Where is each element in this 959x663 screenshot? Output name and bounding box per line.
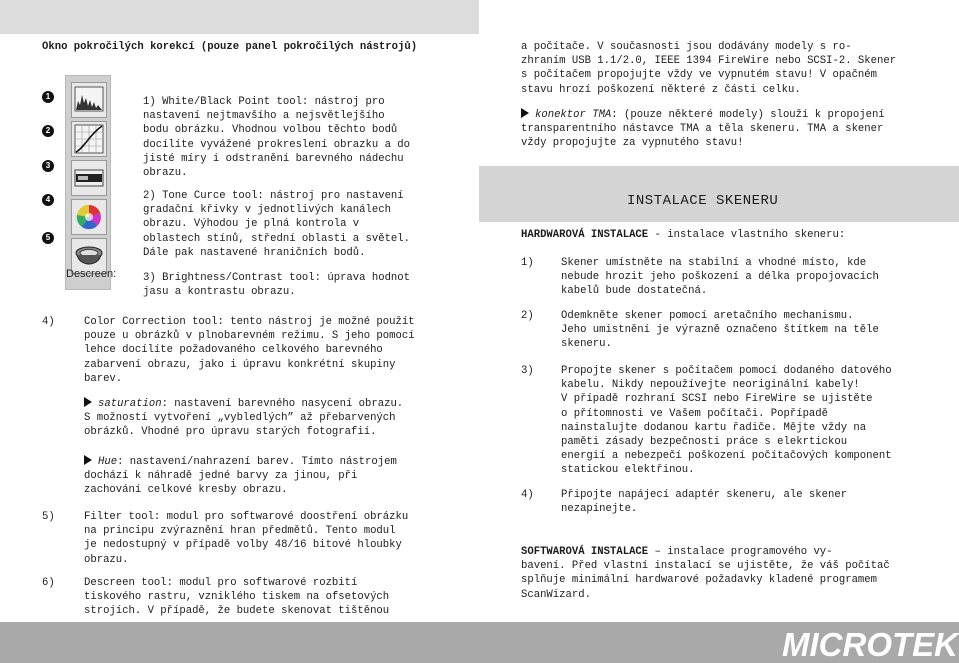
hue-term: Hue — [98, 456, 118, 468]
arrow-right-icon — [84, 455, 92, 465]
marker-3: 3 — [42, 160, 54, 172]
marker-4: 4 — [42, 194, 54, 206]
step-3-number: 3) — [521, 365, 534, 377]
histogram-icon[interactable] — [71, 82, 107, 118]
left-section-title: Okno pokročilých korekcí (pouze panel pokročilých nástrojů) — [42, 41, 418, 53]
tool-desc-2: 2) Tone Curce tool: nástroj pro nastavení gradační křivky v jednotlivých kanálech obrazu. Výhodou je plná kontrola v oblastech stínů, střední oblasti a světel. Dále pak nastavené hraničních bodů. — [143, 190, 411, 259]
step-1-number: 1) — [521, 257, 534, 269]
microtek-logo: MICROTEK — [782, 626, 958, 663]
step-4-text: Připojte napájecí adaptér skeneru, ale skener nezapínejte. — [561, 489, 848, 516]
step-3-text: Propojte skener s počítačem pomocí dodaného datového kabelu. Nikdy nepoužívejte neoriginální kabely! V případě rozhraní SCSI nebo FireWire se ujistěte o přítomnosti ve Vašem počítači. Popřípadě nainstalujte dodanou kartu řadiče. Mějte vždy na paměti zásady bezpečnosti práce s elekrtickou energií a nebezpečí poškození počítačových komponent statickou elektřinou. — [561, 365, 892, 477]
tma-text: : (pouze některé modely) slouží k propojení transparentního nástavce TMA a těla skeneru. TMA a skener vždy propojujte za vypnutého stavu! — [521, 109, 885, 150]
tma-paragraph — [521, 108, 885, 151]
install-section-title: INSTALACE SKENERU — [627, 193, 779, 209]
hue-paragraph — [84, 455, 397, 498]
hardware-heading-rest: - instalace vlastního skeneru: — [648, 229, 846, 241]
curve-icon[interactable] — [71, 121, 107, 157]
step-1-text: Skener umístněte na stabilní a vhodné místo, kde nebude hrozit jeho poškození a délka propojovacích kabelů bude dostatečná. — [561, 257, 879, 298]
marker-2: 2 — [42, 125, 54, 137]
descreen-label: Descreen: — [66, 268, 117, 280]
tool-desc-1: 1) White/Black Point tool: nástroj pro nastavení nejtmavšího a nejsvětlejšího bodu obrázku. Vhodnou volbou těchto bodů docílíte vyvážené prokreslení obrazku a do jisté míry i odstranění barevného nádechu obrazu. — [143, 96, 411, 180]
marker-1: 1 — [42, 91, 54, 103]
item-4-number: 4) — [42, 316, 55, 328]
tool-desc-3: 3) Brightness/Contrast tool: úprava hodnot jasu a kontrastu obrazu. — [143, 272, 411, 299]
advanced-tools-panel — [65, 75, 111, 290]
hue-text: : nastavení/nahrazení barev. Tímto nástrojem dochází k náhradě jedné barvy za jinou, při zachování celkové kresby obrazu. — [84, 456, 397, 497]
brightness-contrast-icon[interactable] — [71, 160, 107, 196]
item-5-number: 5) — [42, 511, 55, 523]
item-4-text: Color Correction tool: tento nástroj je možné použít pouze u obrázků v plnobarevném režimu. S jeho pomocí lehce docílíte požadovaného celkového barevného zabarvení obrazu, jako i úpravu konkrétní skupiny barev. — [84, 316, 415, 385]
software-heading-label: SOFTWAROVÁ INSTALACE — [521, 546, 649, 558]
color-wheel-icon[interactable] — [71, 199, 107, 235]
step-2-number: 2) — [521, 310, 534, 322]
hardware-install-heading — [521, 228, 845, 242]
saturation-text: : nastavení barevného nasycení obrazu. S možností vytvoření „vybledlých” až přebarvených obrázků. Vhodné pro úpravu starých fotografií. — [84, 398, 404, 439]
step-4-number: 4) — [521, 489, 534, 501]
software-heading-rest: – instalace programového vy- bavení. Před vlastní instalací se ujistěte, že váš počítač splňuje minimální hardwarové požadavky kladené programem ScanWizard. — [521, 546, 890, 601]
tma-term: konektor TMA — [535, 109, 612, 121]
software-install-paragraph — [521, 545, 890, 602]
item-5-text: Filter tool: modul pro softwarové doostření obrázku na principu zvýraznění hran předmětů. Tento modul je nedostupný v případě volby 48/16 bitové hloubky obrazu. — [84, 511, 409, 566]
left-header-band — [0, 0, 479, 34]
saturation-paragraph — [84, 397, 403, 440]
arrow-right-icon — [521, 108, 529, 118]
interface-intro: a počítače. V současnosti jsou dodávány modely s ro- zhraním USB 1.1/2.0, IEEE 1394 FireWire nebo SCSI-2. Skener s počítačem propojujte vždy ve vypnutém stavu! V opačném stavu hrozí poškození některé z části celku. — [521, 41, 897, 96]
item-6-text: Descreen tool: modul pro softwarové rozbití tiskového rastru, vzniklého tiskem na ofsetových strojích. V případě, že budete skenovat tištěnou — [84, 577, 390, 618]
step-2-text: Odemkněte skener pomocí aretačního mechanismu. Jeho umistnění je výrazně označeno štítkem na těle skeneru. — [561, 310, 879, 351]
item-6-number: 6) — [42, 577, 55, 589]
saturation-term: saturation — [98, 398, 162, 410]
arrow-right-icon — [84, 397, 92, 407]
hardware-heading-label: HARDWAROVÁ INSTALACE — [521, 229, 649, 241]
marker-5: 5 — [42, 232, 54, 244]
